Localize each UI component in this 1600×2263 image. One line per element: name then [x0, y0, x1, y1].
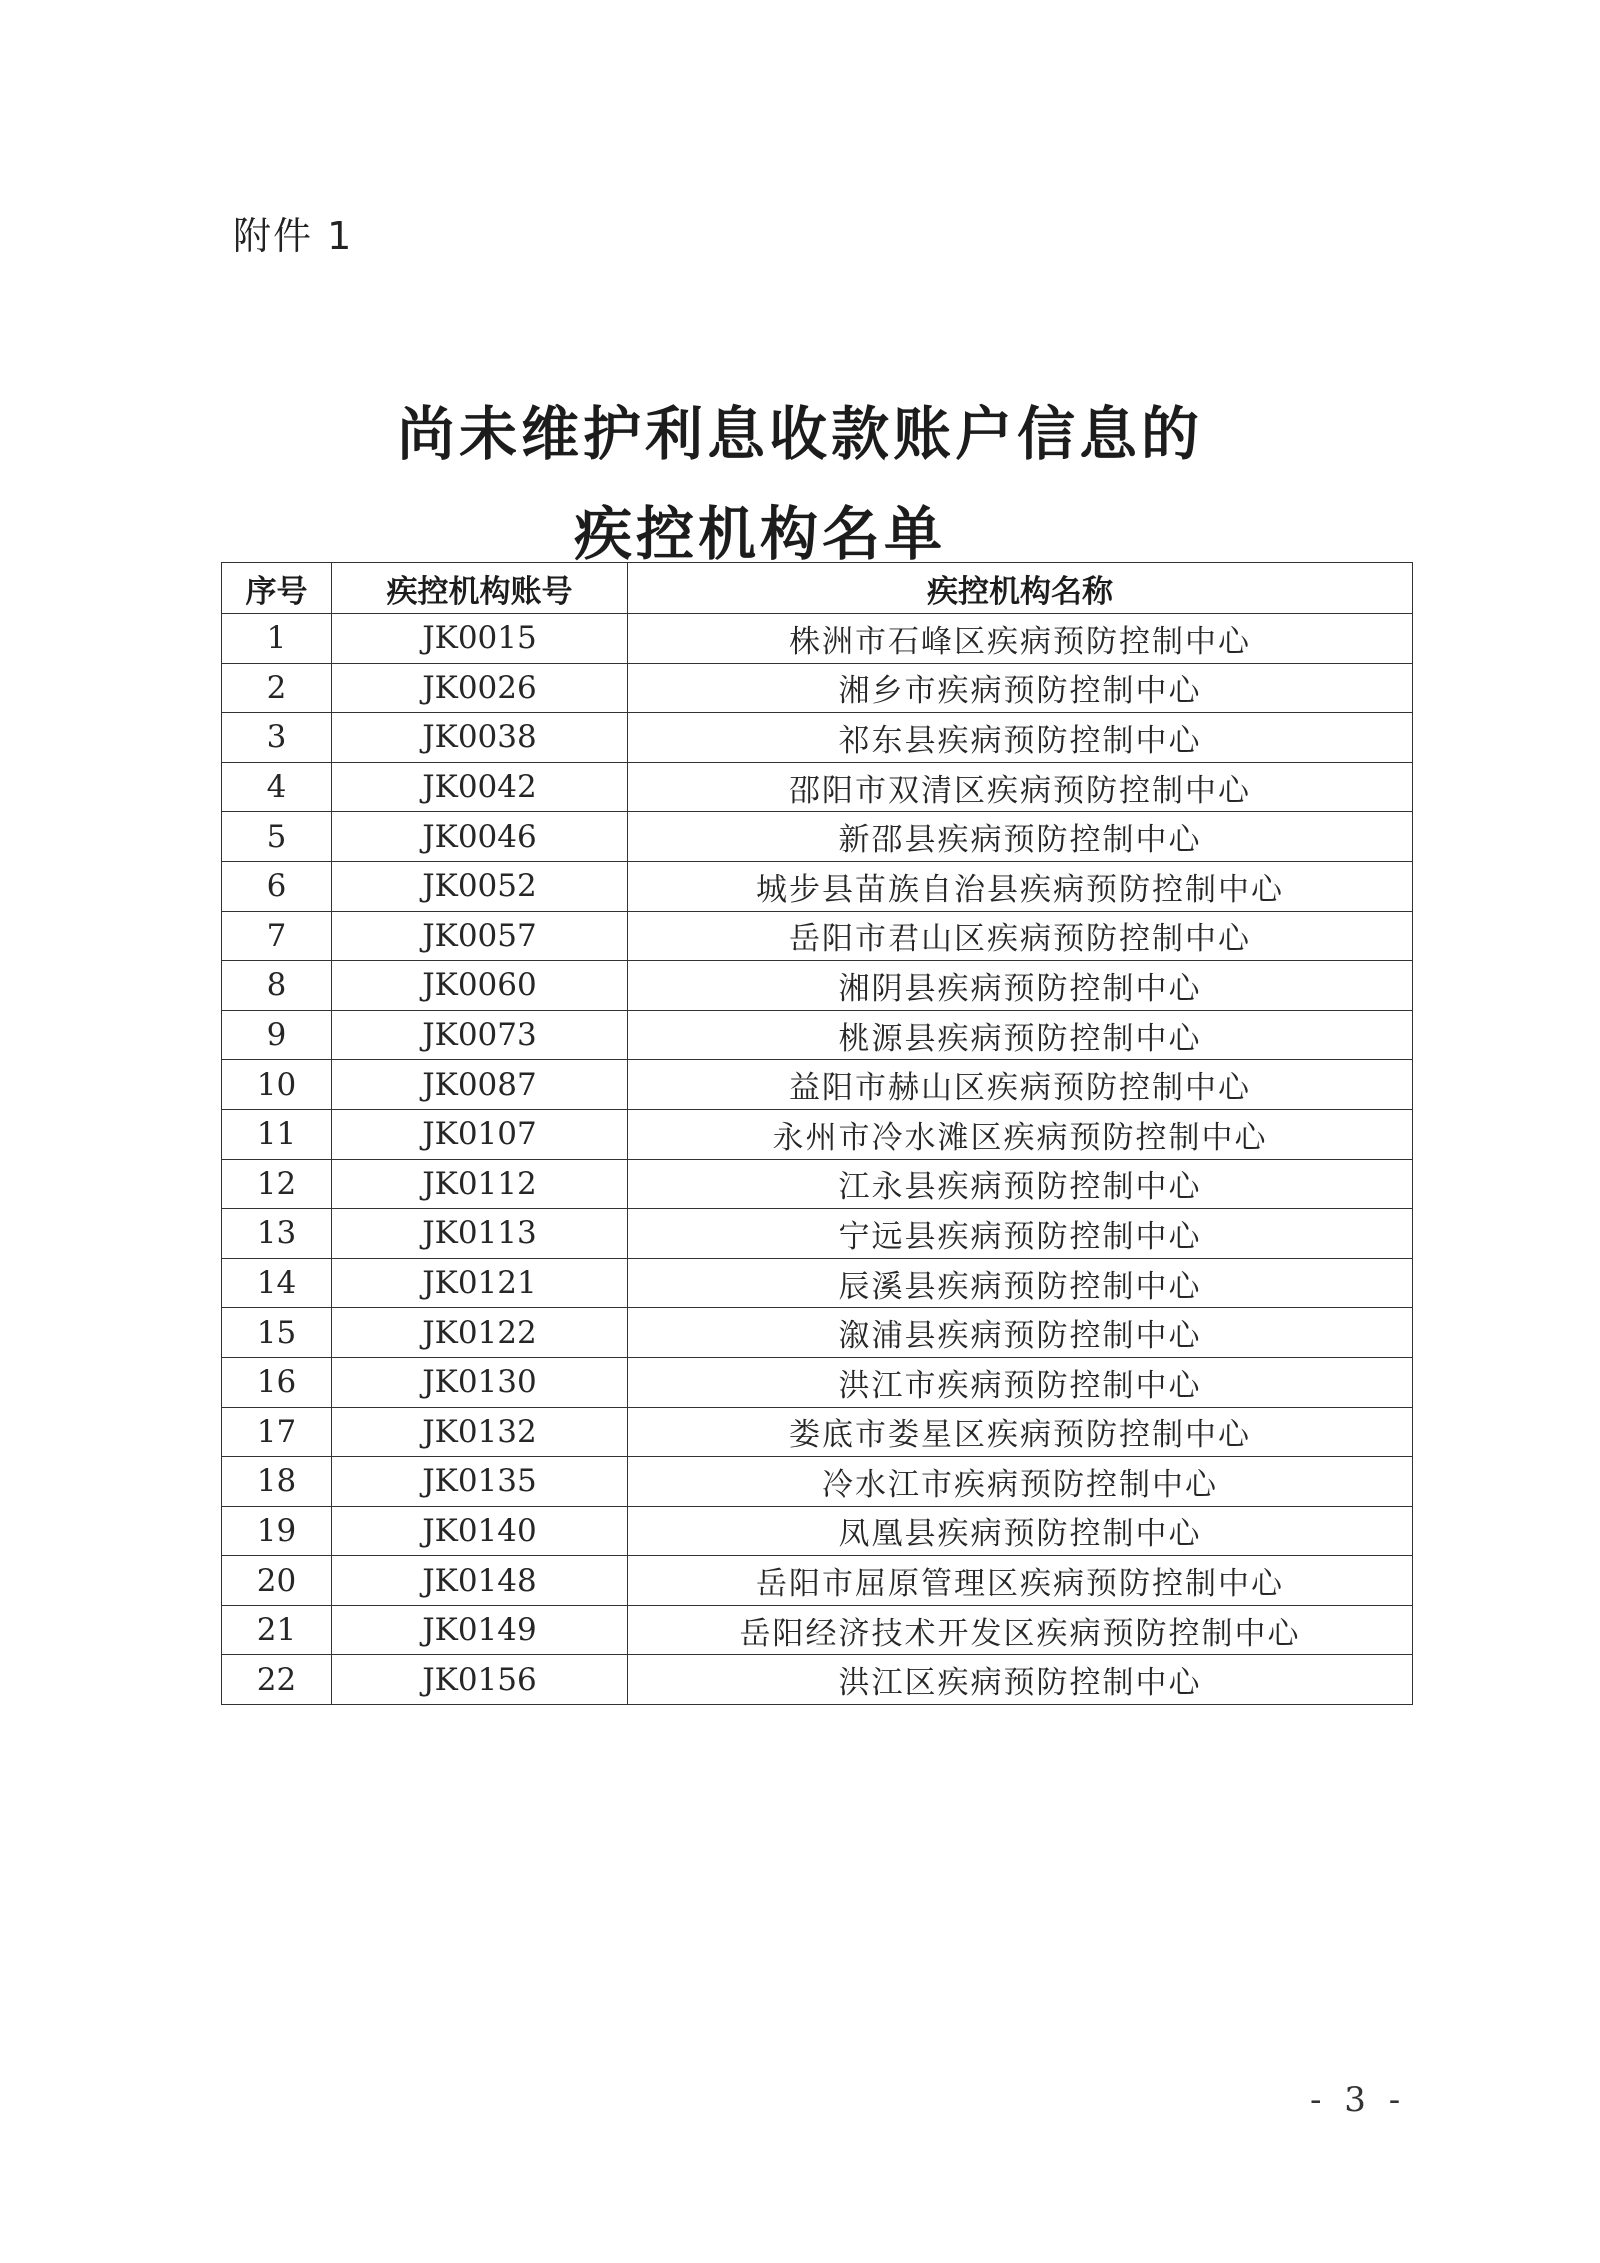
table-row: [222, 1506, 1413, 1556]
row-seq-cell: 22: [222, 1655, 332, 1705]
row-seq-cell: 6: [222, 861, 332, 911]
row-seq-cell: 18: [222, 1457, 332, 1507]
table-row: [222, 812, 1413, 862]
header-seq: 序号: [222, 563, 332, 614]
row-name-cell: 株洲市石峰区疾病预防控制中心: [628, 614, 1413, 664]
row-name-cell: 冷水江市疾病预防控制中心: [628, 1457, 1413, 1507]
row-name-cell: 溆浦县疾病预防控制中心: [628, 1308, 1413, 1358]
row-account-cell: JK0073: [332, 1010, 628, 1060]
row-account-cell: JK0156: [332, 1655, 628, 1705]
row-account-cell: JK0046: [332, 812, 628, 862]
table-row: [222, 1655, 1413, 1705]
row-name-cell: 邵阳市双清区疾病预防控制中心: [628, 762, 1413, 812]
row-account-cell: JK0113: [332, 1209, 628, 1259]
row-seq-cell: 14: [222, 1258, 332, 1308]
table-row: [222, 1109, 1413, 1159]
row-seq-cell: 10: [222, 1060, 332, 1110]
row-seq-cell: 15: [222, 1308, 332, 1358]
document-title-line-2: 疾控机构名单: [573, 500, 946, 568]
row-account-cell: JK0149: [332, 1605, 628, 1655]
row-name-cell: 新邵县疾病预防控制中心: [628, 812, 1413, 862]
row-seq-cell: 16: [222, 1357, 332, 1407]
row-account-cell: JK0112: [332, 1159, 628, 1209]
table-row: [222, 663, 1413, 713]
row-name-cell: 岳阳市君山区疾病预防控制中心: [628, 911, 1413, 961]
row-account-cell: JK0148: [332, 1556, 628, 1606]
row-name-cell: 湘阴县疾病预防控制中心: [628, 961, 1413, 1011]
table-row: [222, 1357, 1413, 1407]
row-name-cell: 岳阳经济技术开发区疾病预防控制中心: [628, 1605, 1413, 1655]
row-name-cell: 湘乡市疾病预防控制中心: [628, 663, 1413, 713]
table-row: [222, 1159, 1413, 1209]
row-account-cell: JK0042: [332, 762, 628, 812]
row-account-cell: JK0121: [332, 1258, 628, 1308]
document-title-line-1: 尚未维护利息收款账户信息的: [396, 400, 1203, 468]
row-account-cell: JK0057: [332, 911, 628, 961]
row-account-cell: JK0135: [332, 1457, 628, 1507]
table-row: [222, 1407, 1413, 1457]
row-account-cell: JK0060: [332, 961, 628, 1011]
page-number: - 3 -: [1310, 2080, 1407, 2120]
table-row: [222, 1308, 1413, 1358]
row-seq-cell: 1: [222, 614, 332, 664]
table-body: [222, 614, 1413, 1705]
row-seq-cell: 19: [222, 1506, 332, 1556]
row-seq-cell: 11: [222, 1109, 332, 1159]
table-header-row: [222, 563, 1413, 614]
row-name-cell: 洪江区疾病预防控制中心: [628, 1655, 1413, 1705]
row-name-cell: 祁东县疾病预防控制中心: [628, 713, 1413, 763]
row-seq-cell: 9: [222, 1010, 332, 1060]
table-row: [222, 1605, 1413, 1655]
table-row: [222, 614, 1413, 664]
row-account-cell: JK0107: [332, 1109, 628, 1159]
row-seq-cell: 4: [222, 762, 332, 812]
table-row: [222, 1556, 1413, 1606]
table-row: [222, 1010, 1413, 1060]
table-row: [222, 961, 1413, 1011]
row-account-cell: JK0015: [332, 614, 628, 664]
row-name-cell: 益阳市赫山区疾病预防控制中心: [628, 1060, 1413, 1110]
header-account: 疾控机构账号: [332, 563, 628, 614]
row-account-cell: JK0087: [332, 1060, 628, 1110]
row-seq-cell: 21: [222, 1605, 332, 1655]
row-seq-cell: 8: [222, 961, 332, 1011]
row-seq-cell: 13: [222, 1209, 332, 1259]
row-seq-cell: 17: [222, 1407, 332, 1457]
row-seq-cell: 2: [222, 663, 332, 713]
row-seq-cell: 7: [222, 911, 332, 961]
row-name-cell: 江永县疾病预防控制中心: [628, 1159, 1413, 1209]
row-seq-cell: 12: [222, 1159, 332, 1209]
table-row: [222, 911, 1413, 961]
row-seq-cell: 20: [222, 1556, 332, 1606]
table-row: [222, 1258, 1413, 1308]
table-row: [222, 713, 1413, 763]
header-name: 疾控机构名称: [628, 563, 1413, 614]
row-name-cell: 岳阳市屈原管理区疾病预防控制中心: [628, 1556, 1413, 1606]
table-row: [222, 1209, 1413, 1259]
attachment-label: 附件 1: [233, 214, 354, 258]
row-account-cell: JK0038: [332, 713, 628, 763]
row-name-cell: 洪江市疾病预防控制中心: [628, 1357, 1413, 1407]
row-name-cell: 辰溪县疾病预防控制中心: [628, 1258, 1413, 1308]
row-name-cell: 永州市冷水滩区疾病预防控制中心: [628, 1109, 1413, 1159]
table-row: [222, 1060, 1413, 1110]
row-name-cell: 城步县苗族自治县疾病预防控制中心: [628, 861, 1413, 911]
row-account-cell: JK0122: [332, 1308, 628, 1358]
row-account-cell: JK0140: [332, 1506, 628, 1556]
table-row: [222, 861, 1413, 911]
row-name-cell: 娄底市娄星区疾病预防控制中心: [628, 1407, 1413, 1457]
table-row: [222, 762, 1413, 812]
row-account-cell: JK0132: [332, 1407, 628, 1457]
row-seq-cell: 3: [222, 713, 332, 763]
row-seq-cell: 5: [222, 812, 332, 862]
row-account-cell: JK0052: [332, 861, 628, 911]
row-account-cell: JK0130: [332, 1357, 628, 1407]
row-name-cell: 桃源县疾病预防控制中心: [628, 1010, 1413, 1060]
table-row: [222, 1457, 1413, 1507]
cdc-institution-table: [221, 562, 1413, 1705]
row-name-cell: 宁远县疾病预防控制中心: [628, 1209, 1413, 1259]
row-name-cell: 凤凰县疾病预防控制中心: [628, 1506, 1413, 1556]
row-account-cell: JK0026: [332, 663, 628, 713]
